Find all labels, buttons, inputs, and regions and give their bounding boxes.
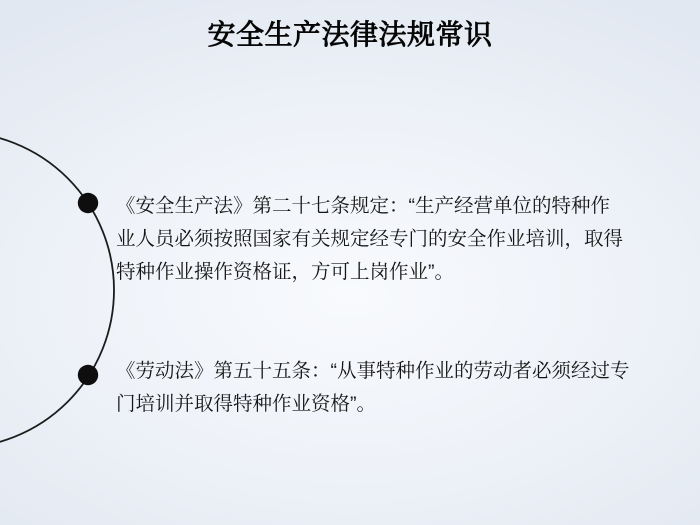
arc-circle-outline bbox=[0, 132, 114, 448]
bullet-2-line-2: 门培训并取得特种作业资格”。 bbox=[116, 393, 376, 415]
bullet-paragraph-2 bbox=[116, 355, 630, 421]
bullet-1-line-1: 《安全生产法》第二十七条规定：“生产经营单位的特种作 bbox=[116, 195, 610, 217]
bullet-1-line-3: 特种作业操作资格证，方可上岗作业”。 bbox=[116, 261, 454, 283]
bullet-2-line-1: 《劳动法》第五十五条：“从事特种作业的劳动者必须经过专 bbox=[116, 360, 630, 382]
bullet-dot-2 bbox=[78, 365, 98, 385]
slide-title: 安全生产法律法规常识 bbox=[207, 19, 493, 50]
bullet-dot-1 bbox=[78, 193, 98, 213]
bullet-1-line-2: 业人员必须按照国家有关规定经专门的安全作业培训，取得 bbox=[116, 228, 624, 250]
bullet-paragraph-1 bbox=[116, 190, 623, 289]
